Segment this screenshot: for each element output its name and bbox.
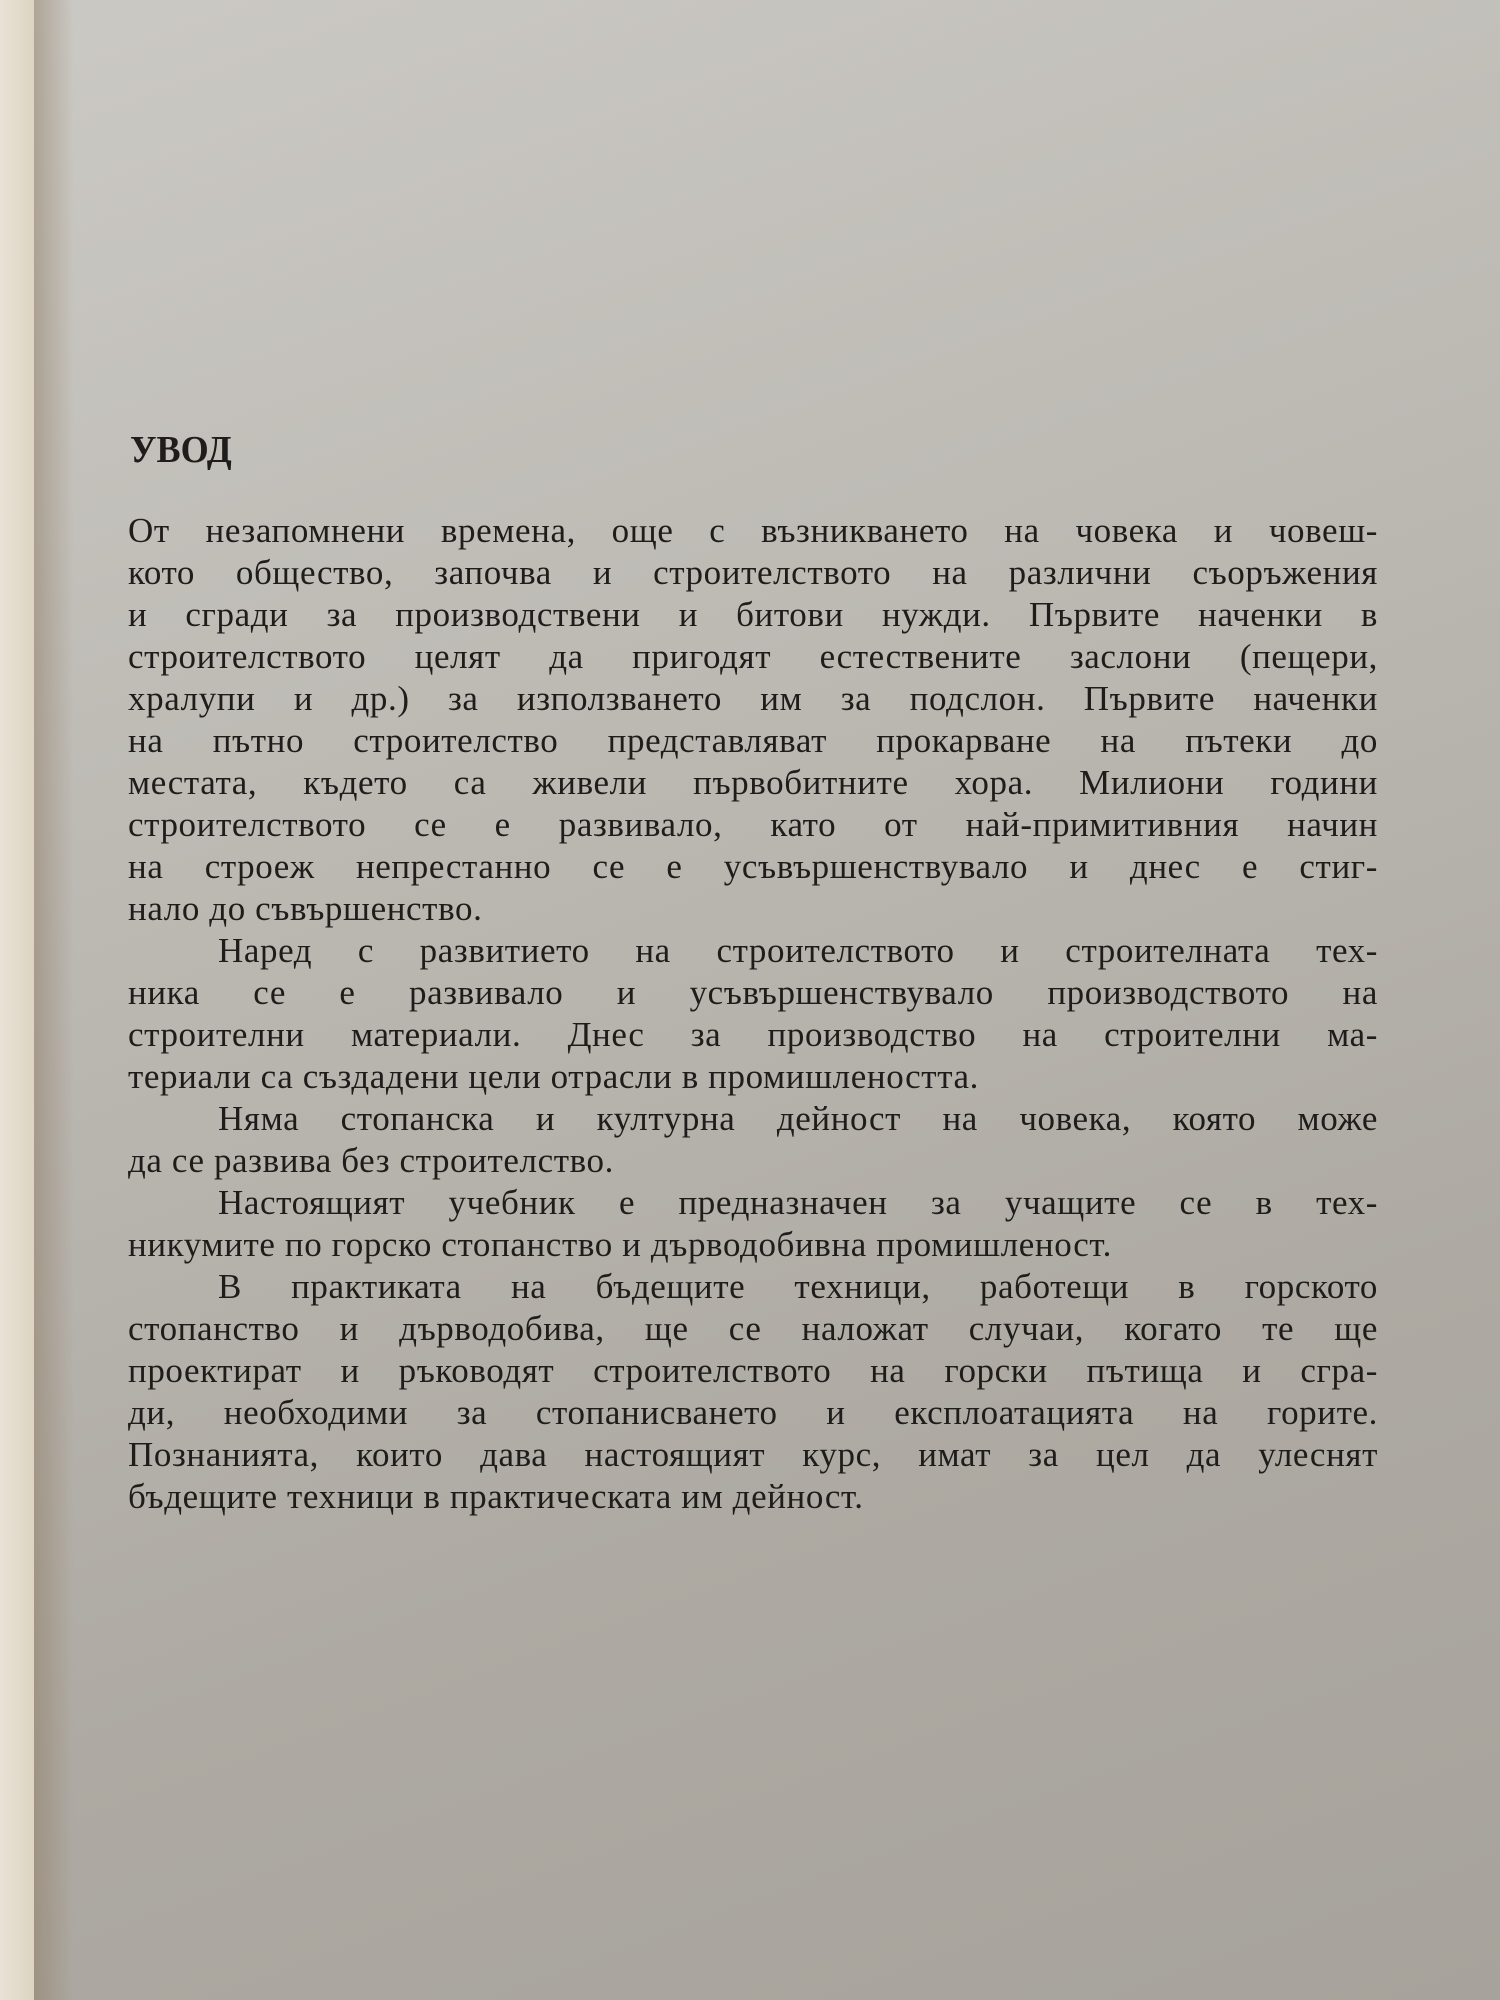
text-line: стопанство и дърводобива, ще се наложат случаи, когато те ще	[128, 1309, 1378, 1348]
text-line: ника се е развивало и усъвършенствувало производството на	[128, 973, 1378, 1012]
paragraph	[128, 1098, 1378, 1182]
text-line: териали са създадени цели отрасли в промишлеността.	[128, 1057, 980, 1096]
chapter-heading: УВОД	[130, 429, 232, 471]
text-line: строителни материали. Днес за производство на строителни ма-	[128, 1015, 1378, 1054]
text-line: От незапомнени времена, още с възникването на човека и човеш-	[128, 511, 1378, 550]
text-line: Наред с развитието на строителството и строителната тех-	[218, 931, 1378, 970]
text-line: В практиката на бъдещите техници, работещи в горското	[218, 1267, 1378, 1306]
body-text	[128, 510, 1378, 1518]
paragraph	[128, 1266, 1378, 1518]
adjacent-page-edge	[0, 0, 34, 2000]
text-line: строителството се е развивало, като от най-примитивния начин	[128, 805, 1378, 844]
text-line: на пътно строителство представляват прокарване на пътеки до	[128, 721, 1378, 760]
page-gutter-shadow	[34, 0, 74, 2000]
text-line: Познанията, които дава настоящият курс, имат за цел да улеснят	[128, 1435, 1378, 1474]
paragraph	[128, 930, 1378, 1098]
paragraph	[128, 1182, 1378, 1266]
text-line: на строеж непрестанно се е усъвършенствувало и днес е стиг-	[128, 847, 1378, 886]
text-line: Настоящият учебник е предназначен за учащите се в тех-	[218, 1183, 1378, 1222]
text-line: Няма стопанска и културна дейност на човека, която може	[218, 1099, 1378, 1138]
text-line: нало до съвършенство.	[128, 889, 483, 928]
text-line: бъдещите техници в практическата им дейност.	[128, 1477, 864, 1516]
text-line: ди, необходими за стопанисването и експлоатацията на горите.	[128, 1393, 1378, 1432]
text-line: никумите по горско стопанство и дърводобивна промишленост.	[128, 1225, 1112, 1264]
text-line: проектират и ръководят строителството на горски пътища и сгра-	[128, 1351, 1378, 1390]
text-line: и сгради за производствени и битови нужди. Първите наченки в	[128, 595, 1378, 634]
text-line: кото общество, започва и строителството на различни съоръжения	[128, 553, 1378, 592]
text-line: да се развива без строителство.	[128, 1141, 614, 1180]
text-line: строителството целят да пригодят естествените заслони (пещери,	[128, 637, 1378, 676]
text-line: местата, където са живели първобитните хора. Милиони години	[128, 763, 1378, 802]
text-line: хралупи и др.) за използването им за подслон. Първите наченки	[128, 679, 1378, 718]
paragraph	[128, 510, 1378, 930]
